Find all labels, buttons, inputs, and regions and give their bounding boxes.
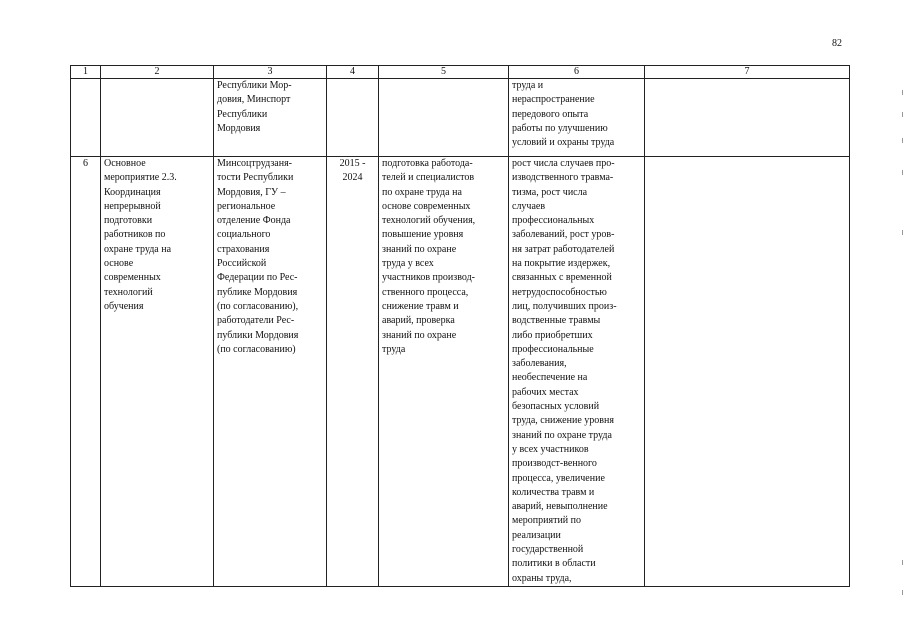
scan-edge-marks xyxy=(897,90,903,610)
cell-executor: Минсоцтрудзаня- тости Республики Мордовия, ГУ – региональное отделение Фонда социального страхования Российской Федерации по Рес- публике Мордовия (по согласованию), работодатели Рес- публики Мордовия (по согласованию) xyxy=(214,157,327,587)
header-col-2: 2 xyxy=(101,66,214,79)
cell-notes xyxy=(645,79,850,157)
page-number: 82 xyxy=(832,38,842,49)
table-row-6 xyxy=(71,157,850,587)
cell-number xyxy=(71,79,101,157)
cell-result xyxy=(379,79,509,157)
cell-consequences: труда и нераспространение передового опыта работы по улучшению условий и охраны труда xyxy=(509,79,645,157)
cell-executor: Республики Мор- довия, Минспорт Республики Мордовия xyxy=(214,79,327,157)
cell-consequences: рост числа случаев про- изводственного травма- тизма, рост числа случаев профессиональных заболеваний, рост уров- ня затрат работодателей на покрытие издержек, связанных с временной нетрудоспособностью лиц, получивших произ- водственные травмы либо приобретших профессиональные заболевания, необеспечение на рабочих местах безопасных условий труда, снижение уровня знаний по охране труда у всех участников производст-венного процесса, увеличение количества травм и аварий, невыполнение мероприятий по реализации государственной политики в области охраны труда, xyxy=(509,157,645,587)
cell-period: 2015 - 2024 xyxy=(327,157,379,587)
cell-result: подготовка работода- телей и специалистов по охране труда на основе современных технологий обучения, повышение уровня знаний по охране труда у всех участников производ- ственного процесса, снижение травм и аварий, проверка знаний по охране труда xyxy=(379,157,509,587)
header-col-4: 4 xyxy=(327,66,379,79)
cell-period xyxy=(327,79,379,157)
cell-measure: Основное мероприятие 2.3. Координация непрерывной подготовки работников по охране труда на основе современных технологий обучения xyxy=(101,157,214,587)
table-header-row xyxy=(71,66,850,79)
cell-notes xyxy=(645,157,850,587)
header-col-7: 7 xyxy=(645,66,850,79)
header-col-1: 1 xyxy=(71,66,101,79)
table-row-continuation xyxy=(71,79,850,157)
header-col-5: 5 xyxy=(379,66,509,79)
cell-measure xyxy=(101,79,214,157)
measures-table xyxy=(70,65,850,587)
header-col-3: 3 xyxy=(214,66,327,79)
header-col-6: 6 xyxy=(509,66,645,79)
cell-number: 6 xyxy=(71,157,101,587)
